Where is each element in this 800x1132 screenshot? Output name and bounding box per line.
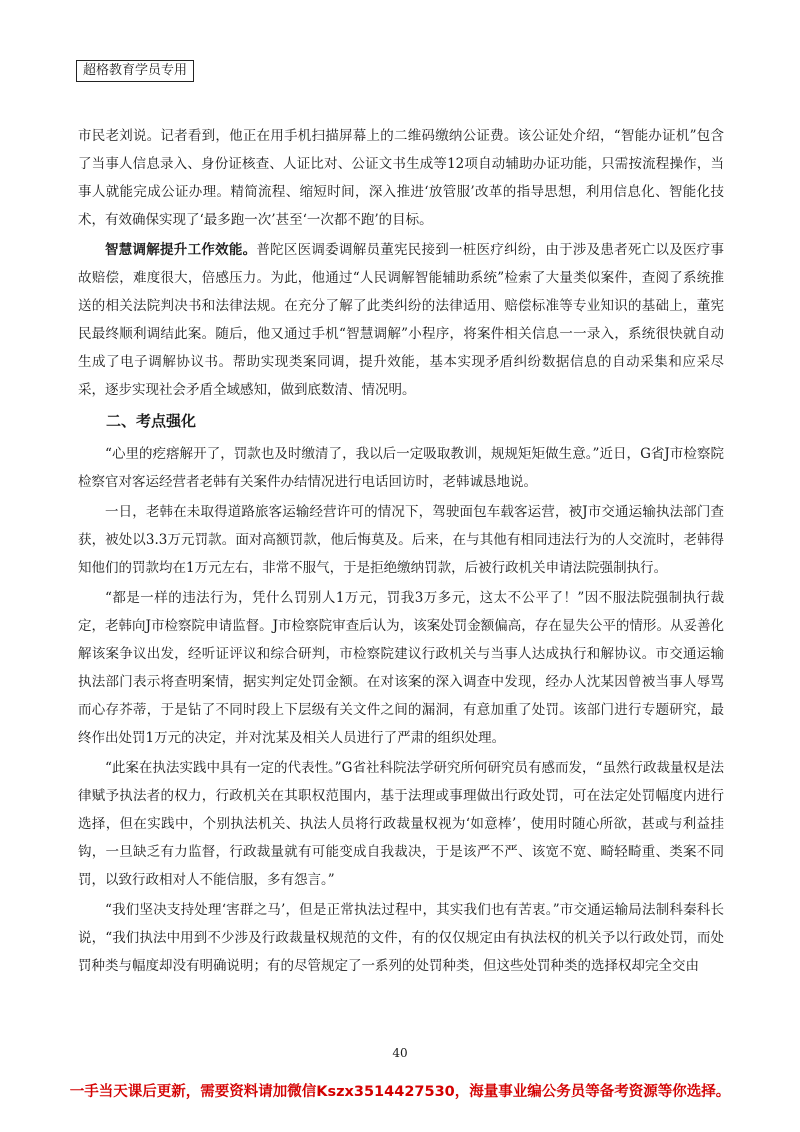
paragraph-2-body: 普陀区医调委调解员董宪民接到一桩医疗纠纷，由于涉及患者死亡以及医疗事故赔偿，难度很大，倍感压力。为此，他通过“人民调解智能辅助系统”检索了大量类似案件，查阅了系统推送的相关法院判决书和法律法规。在充分了解了此类纠纷的法律适用、赔偿标准等专业知识的基础上，董宪民最终顺利调结此案。随后，他又通过手机“智慧调解”小程序，将案件相关信息一一录入，系统很快就自动生成了电子调解协议书。帮助实现类案同调，提升效能，基本实现矛盾纠纷数据信息的自动采集和应采尽采，逐步实现社会矛盾全域感知，做到底数清、情况明。 <box>78 242 724 398</box>
paragraph-5: “都是一样的违法行为，凭什么罚别人1万元，罚我3万多元，这太不公平了！”因不服法院强制执行裁定，老韩向J市检察院申请监督。J市检察院审查后认为，该案处罚金额偏高，存在显失公平的情形。从妥善化解该案争议出发，经听证评议和综合研判，市检察院建议行政机关与当事人达成执行和解协议。市交通运输执法部门表示将查明案情，据实判定处罚金额。在对该案的深入调查中发现，经办人沈某因曾被当事人辱骂而心存芥蒂，于是钻了不同时段上下层级有关文件之间的漏洞，有意加重了处罚。该部门进行专题研究，最终作出处罚1万元的决定，并对沈某及相关人员进行了严肃的组织处理。 <box>78 590 724 746</box>
paragraph-2-lead: 智慧调解提升工作效能。 <box>105 242 257 258</box>
page-number: 40 <box>392 1046 408 1060</box>
paragraph-1: 市民老刘说。记者看到，他正在用手机扫描屏幕上的二维码缴纳公证费。该公证处介绍，“智能办证机”包含了当事人信息录入、身份证核查、人证比对、公证文书生成等12项自动辅助办证功能，只需按流程操作，当事人就能完成公证办理。精简流程、缩短时间，深入推进‘放管服’改革的指导思想，利用信息化、智能化技术，有效确保实现了‘最多跑一次’甚至‘一次都不跑’的目标。 <box>78 128 724 228</box>
paragraph-4: 一日，老韩在未取得道路旅客运输经营许可的情况下，驾驶面包车载客运营，被J市交通运输执法部门查获，被处以3.3万元罚款。面对高额罚款，他后悔莫及。后来，在与其他有相同违法行为的人交流时，老韩得知他们的罚款均在1万元左右，非常不服气，于是拒绝缴纳罚款，后被行政机关申请法院强制执行。 <box>78 504 724 576</box>
paragraph-2 <box>78 236 724 404</box>
document-body <box>78 122 724 982</box>
paragraph-6: “此案在执法实践中具有一定的代表性。”G省社科院法学研究所何研究员有感而发，“虽然行政裁量权是法律赋予执法者的权力，行政机关在其职权范围内，基于法理或事理做出行政处罚，可在法定处罚幅度内进行选择，但在实践中，个别执法机关、执法人员将行政裁量权视为‘如意棒’，使用时随心所欲，甚或与利益挂钩，一旦缺乏有力监督，行政裁量就有可能变成自我裁决，于是该严不严、该宽不宽、畸轻畸重、类案不同罚，以致行政相对人不能信服，多有怨言。” <box>78 760 724 888</box>
paragraph-3: “心里的疙瘩解开了，罚款也及时缴清了，我以后一定吸取教训，规规矩矩做生意。”近日，G省J市检察院检察官对客运经营者老韩有关案件办结情况进行电话回访时，老韩诚恳地说。 <box>78 446 724 490</box>
paragraph-7: “我们坚决支持处理‘害群之马’，但是正常执法过程中，其实我们也有苦衷。”市交通运输局法制科秦科长说，“我们执法中用到不少涉及行政裁量权规范的文件，有的仅仅规定由有执法权的机关予以行政处罚，而处罚种类与幅度却没有明确说明；有的尽管规定了一系列的处罚种类，但这些处罚种类的选择权却完全交由 <box>78 902 724 974</box>
promo-banner: 一手当天课后更新，需要资料请加微信Kszx3514427530，海量事业编公务员等备考资源等你选择。 <box>69 1084 731 1100</box>
header-tag: 超格教育学员专用 <box>76 60 194 82</box>
section-title: 二、考点强化 <box>106 412 197 430</box>
